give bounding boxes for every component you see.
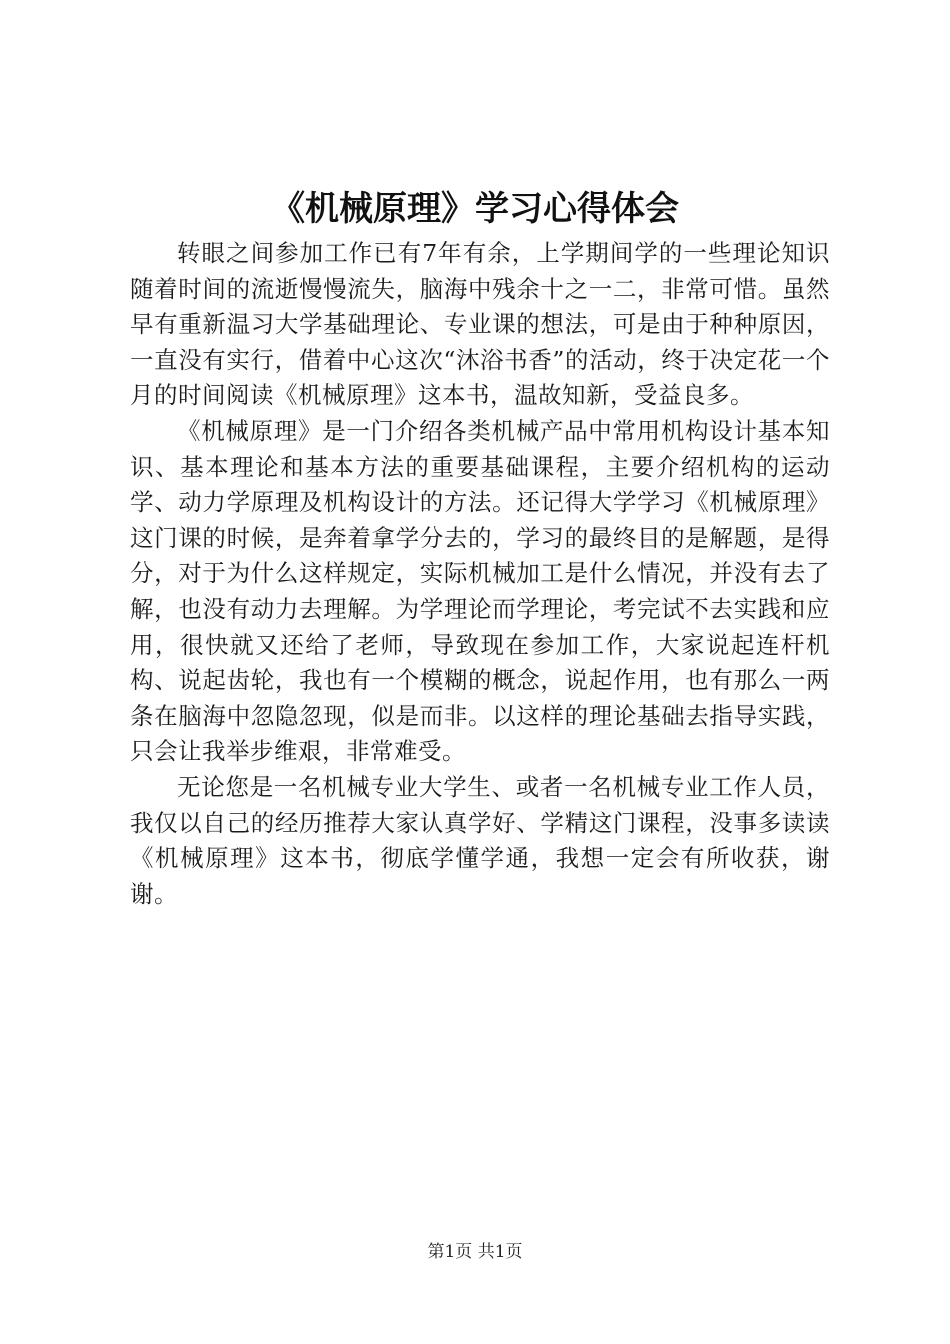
paragraph-1: 转眼之间参加工作已有7年有余，上学期间学的一些理论知识随着时间的流逝慢慢流失，脑海中残余十之一二，非常可惜。虽然早有重新温习大学基础理论、专业课的想法，可是由于种种原因，一直没有实行，借着中心这次“沐浴书香”的活动，终于决定花一个月的时间阅读《机械原理》这本书，温故知新，受益良多。 <box>130 239 830 410</box>
paragraph-2: 《机械原理》是一门介绍各类机械产品中常用机构设计基本知识、基本理论和基本方法的重要基础课程，主要介绍机构的运动学、动力学原理及机构设计的方法。还记得大学学习《机械原理》这门课的时候，是奔着拿学分去的，学习的最终目的是解题，是得分，对于为什么这样规定，实际机械加工是什么情况，并没有去了解，也没有动力去理解。为学理论而学理论，考完试不去实践和应用，很快就又还给了老师，导致现在参加工作，大家说起连杆机构、说起齿轮，我也有一个模糊的概念，说起作用，也有那么一两条在脑海中忽隐忽现，似是而非。以这样的理论基础去指导实践，只会让我举步维艰，非常难受。 <box>130 416 830 766</box>
page-footer: 第1页 共1页 <box>427 1242 523 1262</box>
paragraph-3: 无论您是一名机械专业大学生、或者一名机械专业工作人员，我仅以自己的经历推荐大家认真学好、学精这门课程，没事多读读《机械原理》这本书，彻底学懂学通，我想一定会有所收获，谢谢。 <box>130 772 830 908</box>
document-title: 《机械原理》学习心得体会 <box>271 189 679 229</box>
document-body <box>130 236 830 912</box>
